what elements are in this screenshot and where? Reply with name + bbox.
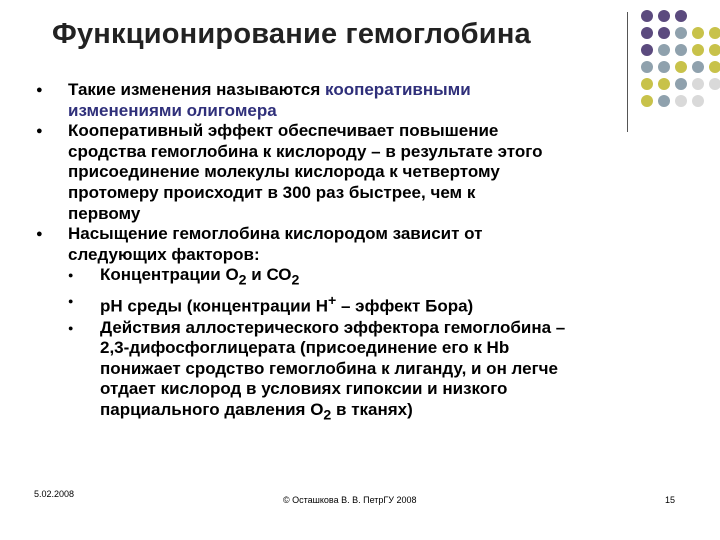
highlighted-term: изменениями олигомера bbox=[68, 100, 277, 120]
bullet-text: понижает сродство гемоглобина к лиганду, и он легче bbox=[100, 358, 558, 378]
superscript: + bbox=[328, 293, 337, 310]
decor-dot bbox=[675, 61, 687, 73]
decor-dot bbox=[658, 10, 670, 22]
decor-dot bbox=[692, 78, 704, 90]
footer-date: 5.02.2008 bbox=[34, 489, 75, 499]
decor-dot bbox=[709, 44, 720, 56]
bullet-text: первому bbox=[68, 203, 141, 223]
bullet-text: и СО bbox=[246, 265, 292, 285]
slide-body bbox=[36, 80, 676, 426]
bullet-item bbox=[36, 224, 676, 265]
bullet-text: Такие изменения называются bbox=[68, 80, 326, 99]
footer-author: © Осташкова В. В. ПетрГУ 2008 bbox=[283, 495, 417, 505]
sub-bullet-item bbox=[36, 291, 676, 317]
bullet-item bbox=[36, 121, 676, 224]
decor-dot bbox=[675, 44, 687, 56]
bullet-text: протомеру происходит в 300 раз быстрее, чем к bbox=[68, 182, 476, 202]
decor-dot bbox=[675, 10, 687, 22]
bullet-dot-icon: ● bbox=[68, 270, 74, 281]
bullet-text: Концентрации О bbox=[100, 265, 239, 285]
subscript: 2 bbox=[238, 272, 247, 289]
bullet-text: сродства гемоглобина к кислороду – в результате этого bbox=[68, 141, 543, 161]
decor-dot bbox=[675, 95, 687, 107]
bullet-dot-icon: ● bbox=[36, 125, 43, 138]
decor-dot bbox=[641, 10, 653, 22]
decor-dot bbox=[692, 95, 704, 107]
bullet-text: – эффект Бора) bbox=[336, 296, 474, 316]
bullet-text: следующих факторов: bbox=[68, 244, 260, 264]
decor-dot bbox=[641, 61, 653, 73]
bullet-dot-icon: ● bbox=[68, 322, 74, 333]
bullet-text: отдает кислород в условиях гипоксии и низкого bbox=[100, 379, 508, 399]
decor-dot bbox=[709, 27, 720, 39]
bullet-text: Кооперативный эффект обеспечивает повышение bbox=[68, 121, 499, 141]
decor-dot bbox=[692, 61, 704, 73]
decor-dot bbox=[641, 44, 653, 56]
decor-dot bbox=[675, 27, 687, 39]
bullet-dot-icon: ● bbox=[36, 84, 43, 96]
bullet-text: Насыщение гемоглобина кислородом зависит от bbox=[68, 224, 483, 244]
decor-dot bbox=[641, 27, 653, 39]
footer-page-number: 15 bbox=[665, 495, 676, 505]
decor-dot bbox=[692, 44, 704, 56]
bullet-dot-icon: ● bbox=[36, 228, 43, 241]
decor-dot bbox=[709, 78, 720, 90]
decor-dot bbox=[658, 27, 670, 39]
bullet-text: рН среды (концентрации Н bbox=[100, 296, 328, 316]
decor-dot bbox=[675, 78, 687, 90]
highlighted-term: кооперативными bbox=[325, 80, 471, 99]
sub-bullet-item bbox=[36, 265, 676, 291]
bullet-text: Действия аллостерического эффектора гемоглобина – bbox=[100, 317, 566, 337]
bullet-dot-icon: ● bbox=[68, 296, 74, 307]
bullet-text: в тканях) bbox=[331, 399, 413, 419]
bullet-item bbox=[36, 80, 676, 121]
slide-title: Функционирование гемоглобина bbox=[52, 18, 531, 50]
sub-bullet-item bbox=[36, 318, 676, 426]
bullet-text: присоединение молекулы кислорода к четвертому bbox=[68, 162, 500, 182]
decor-dot bbox=[692, 27, 704, 39]
decor-dot bbox=[658, 44, 670, 56]
bullet-text: парциального давления О bbox=[100, 399, 324, 419]
decor-dot bbox=[658, 61, 670, 73]
decor-dot bbox=[709, 61, 720, 73]
subscript: 2 bbox=[323, 407, 332, 424]
subscript: 2 bbox=[291, 272, 300, 289]
bullet-text: 2,3-дифосфоглицерата (присоединение его к Hb bbox=[100, 338, 510, 358]
